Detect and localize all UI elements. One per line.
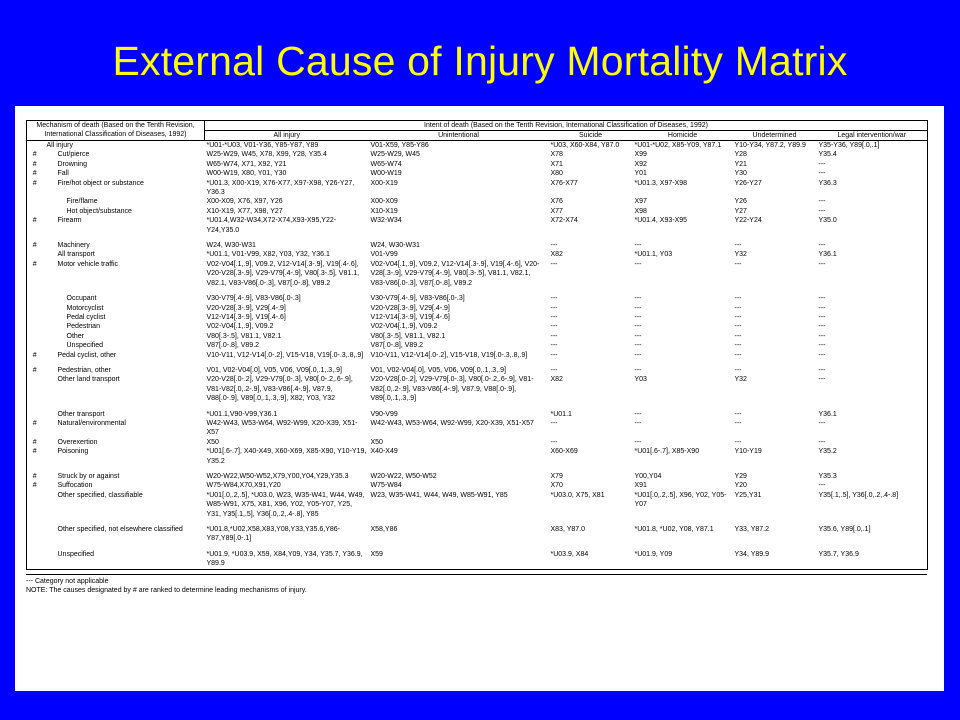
- table-row: [27, 550, 928, 569]
- injury-matrix: [26, 120, 927, 595]
- cell-legal-intervention: Y35[.1,.5], Y36[.0,.2,.4-.8]: [818, 491, 899, 499]
- cell-legal-intervention: ---: [818, 323, 826, 331]
- cell-undetermined: ---: [734, 438, 742, 446]
- cell-legal-intervention: ---: [818, 342, 826, 350]
- cell-legal-intervention: ---: [818, 313, 826, 321]
- cell-undetermined: Y10-Y19: [734, 448, 762, 456]
- cell-all-injury: X00-X09, X76, X97, Y26: [206, 198, 283, 206]
- cell-all-injury: V02-V04[.1,.9], V09.2, V12-V14[.3-.9], V19[.4-.6], V20-V28[.3-.9], V29-V79[.4-.9], V80[.3-.5], V81.1, V82.1, V83-V86[.0-.3], V87[.0-.8], V89.2: [206, 260, 360, 287]
- cell-all-injury: W75-W84,X70,X91,Y20: [206, 482, 281, 490]
- cell-homicide: ---: [634, 419, 642, 427]
- cell-homicide: ---: [634, 438, 642, 446]
- table-row: [27, 438, 928, 447]
- rank-marker: #: [32, 351, 37, 359]
- cell-undetermined: Y20: [734, 482, 747, 490]
- cell-unintentional: W25-W29, W45: [370, 151, 420, 159]
- cell-all-injury: *U01.1,V90-V99,Y36.1: [206, 410, 278, 418]
- cell-suicide: ---: [550, 304, 558, 312]
- cell-suicide: ---: [550, 295, 558, 303]
- cell-homicide: *U01[.6-.7], X85-X90: [634, 448, 700, 456]
- rank-marker: [27, 197, 43, 206]
- table-row: [27, 216, 928, 235]
- cell-all-injury: X10-X19, X77, X98, Y27: [206, 207, 283, 215]
- cell-homicide: *U01.8, *U02, Y08, Y87.1: [634, 526, 714, 534]
- cell-suicide: ---: [550, 313, 558, 321]
- cell-undetermined: Y26-Y27: [734, 179, 762, 187]
- rank-marker: #: [32, 160, 37, 168]
- rank-marker: [27, 491, 43, 519]
- table-row: [27, 410, 928, 419]
- cell-unintentional: V02-V04[.1,.9], V09.2: [370, 323, 438, 331]
- cell-suicide: X82: [550, 251, 563, 259]
- mechanism-label: Suffocation: [57, 482, 93, 490]
- slide-title: External Cause of Injury Mortality Matrix: [112, 38, 848, 84]
- cell-unintentional: W42-W43, W53-W64, W92-W99, X20-X39, X51-X57: [370, 419, 534, 427]
- cell-homicide: ---: [634, 260, 642, 268]
- cell-all-injury: *U01[.6-.7], X40-X49, X60-X69, X85-X90, Y10-Y19, Y35.2: [206, 448, 367, 465]
- cell-unintentional: W20-W22, W50-W52: [370, 473, 437, 480]
- cell-all-injury: V10-V11, V12-V14[.0-.2], V15-V18, V19[.0-.3,.8,.9]: [206, 351, 364, 359]
- cell-unintentional: V01-X59, Y85-Y86: [370, 142, 429, 149]
- cell-unintentional: V10-V11, V12-V14[.0-.2], V15-V18, V19[.0-.3,.8,.9]: [370, 351, 528, 359]
- cell-suicide: X60-X69: [550, 448, 578, 456]
- mechanism-label: Pedal cyclist, other: [57, 351, 117, 359]
- column-header: Undetermined: [733, 131, 817, 141]
- cell-legal-intervention: Y35.6, Y89[.0,.1]: [818, 526, 871, 534]
- cell-legal-intervention: ---: [818, 366, 826, 374]
- cell-unintentional: X58,Y86: [370, 526, 398, 534]
- cell-undetermined: Y25,Y31: [734, 491, 762, 499]
- cell-legal-intervention: Y36.3: [818, 179, 837, 187]
- cell-legal-intervention: ---: [818, 351, 826, 359]
- cell-legal-intervention: ---: [818, 482, 826, 490]
- cell-suicide: ---: [550, 260, 558, 268]
- cell-unintentional: V12-V14[.3-.9], V19[.4-.6]: [370, 313, 450, 321]
- cell-all-injury: V20-V28[.3-.9], V29[.4-.9]: [206, 304, 286, 312]
- cell-legal-intervention: ---: [818, 160, 826, 168]
- mechanism-label: Firearm: [57, 217, 82, 225]
- mechanism-label: Other land transport: [57, 376, 120, 384]
- cell-suicide: ---: [550, 323, 558, 331]
- cell-all-injury: V20-V28[.0-.2], V29-V79[.0-.3], V80[.0-.2,.6-.9], V81-V82[.0,.2-.9], V83-V86[.4-.9], V87.9, V88[.0-.9], V89[.0,.1,.3,.9], X82, Y03, Y32: [206, 376, 353, 403]
- cell-homicide: ---: [634, 351, 642, 359]
- rank-marker: #: [32, 179, 37, 187]
- cell-homicide: ---: [634, 313, 642, 321]
- mechanism-label: Other transport: [57, 410, 105, 418]
- mechanism-label: Other specified, not elsewhere classified: [57, 526, 183, 534]
- cell-all-injury: V02-V04[.1,.9], V09.2: [206, 323, 274, 331]
- table-row: [27, 525, 928, 544]
- table-row: [27, 332, 928, 341]
- cell-suicide: ---: [550, 242, 558, 250]
- mechanism-label: Other: [66, 332, 85, 340]
- cell-legal-intervention: Y36.1: [818, 410, 837, 418]
- cell-homicide: ---: [634, 242, 642, 250]
- cell-homicide: X97: [634, 198, 647, 206]
- cell-unintentional: V20-V28[.3-.9], V29[.4-.9]: [370, 304, 450, 312]
- cell-homicide: ---: [634, 304, 642, 312]
- cell-undetermined: Y32: [734, 376, 747, 384]
- rank-marker: [27, 525, 43, 544]
- mechanism-label: Machinery: [57, 242, 90, 250]
- cell-suicide: ---: [550, 351, 558, 359]
- cell-unintentional: X00-X09: [370, 198, 398, 206]
- mechanism-label: Natural/environmental: [57, 419, 126, 427]
- column-header: Suicide: [549, 131, 633, 141]
- cell-undetermined: ---: [734, 295, 742, 303]
- rank-marker: #: [32, 366, 37, 374]
- cell-suicide: *U03.0, X75, X81: [550, 491, 605, 499]
- cell-homicide: Y03: [634, 376, 647, 384]
- rank-marker: [27, 250, 43, 259]
- rank-marker: [27, 207, 43, 216]
- cell-legal-intervention: Y35.4: [818, 151, 837, 159]
- mechanism-header: Mechanism of death (Based on the Tenth Revision, International Classification of Diseases, 1992): [27, 121, 205, 141]
- cell-all-injury: V80[.3-.5], V81.1, V82.1: [206, 332, 282, 340]
- table-row: [27, 447, 928, 466]
- cell-suicide: X76-X77: [550, 179, 578, 187]
- table-row: [27, 313, 928, 322]
- table-footnotes: [26, 574, 927, 595]
- cell-undetermined: ---: [734, 351, 742, 359]
- cell-suicide: X72-X74: [550, 217, 578, 225]
- cell-all-injury: *U01-*U03, V01-Y36, Y85-Y87, Y89: [206, 142, 319, 149]
- column-header: All injury: [205, 131, 369, 141]
- cell-suicide: ---: [550, 332, 558, 340]
- table-row: [27, 341, 928, 350]
- cell-undetermined: Y32: [734, 251, 747, 259]
- mechanism-label: Other specified, classifiable: [57, 491, 143, 499]
- cell-legal-intervention: ---: [818, 332, 826, 340]
- rank-marker: #: [32, 217, 37, 225]
- cell-unintentional: V01-V99: [370, 251, 398, 259]
- cell-unintentional: V87[.0-.8], V89.2: [370, 342, 424, 350]
- cell-homicide: *U01-*U02, X85-Y09, Y87.1: [634, 142, 722, 149]
- cell-suicide: *U03.9, X84: [550, 550, 589, 558]
- cell-undetermined: ---: [734, 419, 742, 427]
- cell-legal-intervention: Y35.7, Y36.9: [818, 550, 859, 558]
- cell-homicide: X92: [634, 160, 647, 168]
- cell-all-injury: V30-V79[.4-.9], V83-V86[.0-.3]: [206, 295, 301, 303]
- rank-marker: [27, 332, 43, 341]
- cell-unintentional: X50: [370, 438, 383, 446]
- cell-suicide: ---: [550, 419, 558, 427]
- cell-all-injury: X50: [206, 438, 219, 446]
- cell-unintentional: W00-W19: [370, 170, 402, 178]
- table-row: [27, 322, 928, 331]
- table-row: [27, 179, 928, 198]
- table-row: [27, 150, 928, 159]
- cell-homicide: X99: [634, 151, 647, 159]
- rank-marker: #: [32, 260, 37, 268]
- cell-suicide: ---: [550, 342, 558, 350]
- table-row: [27, 207, 928, 216]
- rank-marker: [27, 410, 43, 419]
- rank-marker: #: [32, 242, 37, 250]
- cell-suicide: X71: [550, 160, 563, 168]
- rank-marker: #: [32, 419, 37, 427]
- mechanism-label: Unspecified: [57, 550, 95, 558]
- cell-homicide: *U01[.0,.2,.5], X96, Y02, Y05-Y07: [634, 491, 727, 509]
- cell-homicide: ---: [634, 323, 642, 331]
- rank-marker: [27, 141, 43, 151]
- rank-marker: [27, 341, 43, 350]
- cell-all-injury: W24, W30-W31: [206, 242, 256, 250]
- cell-undetermined: ---: [734, 366, 742, 374]
- cell-all-injury: W42-W43, W53-W64, W92-W99, X20-X39, X51-X57: [206, 419, 358, 437]
- mechanism-label: Fire/flame: [66, 198, 98, 206]
- table-row: [27, 260, 928, 288]
- cell-suicide: ---: [550, 366, 558, 374]
- rank-marker: [27, 375, 43, 403]
- cell-undetermined: Y30: [734, 170, 747, 178]
- cell-homicide: ---: [634, 342, 642, 350]
- cell-undetermined: Y34, Y89.9: [734, 550, 770, 558]
- mechanism-label: Poisoning: [57, 448, 89, 456]
- cell-suicide: X78: [550, 151, 563, 159]
- cell-undetermined: ---: [734, 304, 742, 312]
- table-row: [27, 241, 928, 250]
- cell-legal-intervention: Y35.3: [818, 473, 837, 480]
- rank-marker: #: [32, 151, 37, 159]
- mechanism-label: Pedestrian, other: [57, 366, 111, 374]
- mechanism-label: Motorcyclist: [66, 304, 104, 312]
- cell-homicide: ---: [634, 366, 642, 374]
- table-row: [27, 472, 928, 481]
- cell-undetermined: Y21: [734, 160, 747, 168]
- footnote-na: --- Category not applicable: [26, 577, 109, 585]
- cell-undetermined: ---: [734, 410, 742, 418]
- column-header: Homicide: [633, 131, 733, 141]
- cell-undetermined: Y26: [734, 198, 747, 206]
- cell-legal-intervention: ---: [818, 438, 826, 446]
- cell-homicide: ---: [634, 410, 642, 418]
- cell-unintentional: V01, V02-V04[.0], V05, V06, V09[.0,.1,.3,.9]: [370, 366, 506, 374]
- cell-legal-intervention: ---: [818, 419, 826, 427]
- cell-suicide: *U01.1: [550, 410, 572, 418]
- cell-all-injury: V87[.0-.8], V89.2: [206, 342, 260, 350]
- table-row: [27, 197, 928, 206]
- cell-legal-intervention: ---: [818, 198, 826, 206]
- cell-homicide: *U01.4, X93-X95: [634, 217, 688, 225]
- cell-unintentional: X10-X19: [370, 207, 398, 215]
- cell-suicide: X77: [550, 207, 563, 215]
- cell-all-injury: W25-W29, W45, X78, X99, Y28, Y35.4: [206, 151, 327, 159]
- table-row: [27, 491, 928, 519]
- cell-undetermined: ---: [734, 332, 742, 340]
- cell-all-injury: *U01.1, V01-V99, X82, Y03, Y32, Y36.1: [206, 251, 330, 259]
- rank-marker: #: [32, 170, 37, 178]
- cell-undetermined: Y10-Y34, Y87.2, Y89.9: [734, 142, 806, 149]
- cell-legal-intervention: Y35-Y36, Y89[.0,.1]: [818, 142, 880, 149]
- table-row: [27, 366, 928, 375]
- cell-undetermined: Y22-Y24: [734, 217, 762, 225]
- mechanism-label: Pedal cyclist: [66, 313, 106, 321]
- cell-suicide: X70: [550, 482, 563, 490]
- mechanism-label: Hot object/substance: [66, 207, 132, 215]
- rank-marker: [27, 313, 43, 322]
- table-row: [27, 294, 928, 303]
- mechanism-label: Pedestrian: [66, 323, 100, 331]
- cell-legal-intervention: ---: [818, 260, 826, 268]
- cell-legal-intervention: Y35.2: [818, 448, 837, 456]
- cell-legal-intervention: ---: [818, 295, 826, 303]
- cell-unintentional: X40-X49: [370, 448, 398, 456]
- cell-all-injury: *U01.8,*U02,X58,X83,Y08,Y33,Y35.6,Y86-Y87,Y89[.0-.1]: [206, 526, 340, 543]
- cell-undetermined: Y33, Y87.2: [734, 526, 770, 534]
- rank-marker: #: [32, 473, 37, 480]
- mechanism-label: Struck by or against: [57, 473, 120, 480]
- cell-unintentional: V20-V28[.0-.2], V29-V79[.0-.3], V80[.0-.2,.6-.9], V81-V82[.0,.2-.9], V83-V86[.4-.9], V87.9, V88[.0-.9], V89[.0,.1,.3,.9]: [370, 376, 534, 403]
- cell-all-injury: *U01.9, *U03.9, X59, X84,Y09, Y34, Y35.7, Y36.9, Y89.9: [206, 550, 363, 568]
- cell-all-injury: W20-W22,W50-W52,X79,Y00,Y04,Y29,Y35.3: [206, 473, 349, 480]
- cell-unintentional: V90-V99: [370, 410, 398, 418]
- cell-unintentional: W65-W74: [370, 160, 402, 168]
- cell-homicide: ---: [634, 295, 642, 303]
- cell-legal-intervention: ---: [818, 170, 826, 178]
- cell-unintentional: V30-V79[.4-.9], V83-V86[.0-.3]: [370, 295, 465, 303]
- cell-suicide: ---: [550, 438, 558, 446]
- cell-legal-intervention: ---: [818, 376, 826, 384]
- table-row: [27, 141, 928, 151]
- cell-undetermined: Y27: [734, 207, 747, 215]
- cell-all-injury: *U01.4,W32-W34,X72-X74,X93-X95,Y22-Y24,Y35.0: [206, 217, 337, 234]
- mechanism-label: Motor vehicle traffic: [57, 260, 119, 268]
- cell-legal-intervention: Y36.1: [818, 251, 837, 259]
- cell-suicide: X83, Y87.0: [550, 526, 586, 534]
- mechanism-label: Occupant: [66, 295, 97, 303]
- cell-all-injury: W00-W19, X80, Y01, Y30: [206, 170, 287, 178]
- mechanism-label: All transport: [57, 251, 95, 259]
- cell-unintentional: X59: [370, 550, 383, 558]
- cell-homicide: X91: [634, 482, 647, 490]
- cell-undetermined: Y29: [734, 473, 747, 480]
- cell-unintentional: W32-W34: [370, 217, 402, 225]
- cell-homicide: Y01: [634, 170, 647, 178]
- mechanism-label: All injury: [46, 142, 73, 149]
- rank-marker: [27, 294, 43, 303]
- cell-all-injury: V01, V02-V04[.0], V05, V06, V09[.0,.1,.3,.9]: [206, 366, 342, 374]
- cell-homicide: ---: [634, 332, 642, 340]
- table-row: [27, 375, 928, 403]
- cell-suicide: X79: [550, 473, 563, 480]
- cell-homicide: Y00,Y04: [634, 473, 662, 480]
- mechanism-label: Fall: [57, 170, 69, 178]
- cell-unintentional: V02-V04[.1,.9], V09.2, V12-V14[.3-.9], V19[.4-.6], V20-V28[.3-.9], V29-V79[.4-.9], V80[.3-.5], V81.1, V82.1, V83-V86[.0-.3], V87[.0-.8], V89.2: [370, 260, 540, 287]
- rank-marker: [27, 550, 43, 569]
- mechanism-label: Unspecified: [66, 342, 104, 350]
- cell-undetermined: ---: [734, 323, 742, 331]
- cell-legal-intervention: ---: [818, 304, 826, 312]
- cell-all-injury: V12-V14[.3-.9], V19[.4-.6]: [206, 313, 286, 321]
- table-row: [27, 351, 928, 360]
- cell-homicide: *U01.1, Y03: [634, 251, 673, 259]
- cell-suicide: X82: [550, 376, 563, 384]
- cell-legal-intervention: ---: [818, 207, 826, 215]
- cell-undetermined: ---: [734, 242, 742, 250]
- rank-marker: #: [32, 438, 37, 446]
- table-row: [27, 481, 928, 490]
- cell-unintentional: W24, W30-W31: [370, 242, 420, 250]
- cell-suicide: *U03, X60-X84, Y87.0: [550, 142, 620, 149]
- mechanism-label: Cut/pierce: [57, 151, 90, 159]
- cell-all-injury: *U01.3, X00-X19, X76-X77, X97-X98, Y26-Y27, Y36.3: [206, 179, 355, 197]
- cell-undetermined: ---: [734, 342, 742, 350]
- mechanism-label: Overexertion: [57, 438, 98, 446]
- cell-unintentional: W23, W35-W41, W44, W49, W85-W91, Y85: [370, 491, 508, 499]
- mechanism-label: Fire/hot object or substance: [57, 179, 144, 187]
- cell-undetermined: ---: [734, 260, 742, 268]
- cell-all-injury: *U01[.0,.2,.5], *U03.0, W23, W35-W41, W44, W49, W85-W91, X75, X81, X96, Y02, Y05-Y07, Y25, Y31, Y35[.1,.5], Y36[.0,.2,.4-.8], Y85: [206, 491, 365, 518]
- table-row: [27, 250, 928, 259]
- cell-homicide: *U01.3, X97-X98: [634, 179, 688, 187]
- footnote-ranking: NOTE: The causes designated by # are ranked to determine leading mechanisms of injury.: [26, 586, 307, 594]
- table-row: [27, 419, 928, 438]
- rank-marker: [27, 322, 43, 331]
- column-header: Legal intervention/war: [817, 131, 928, 141]
- cell-homicide: X98: [634, 207, 647, 215]
- cell-legal-intervention: ---: [818, 242, 826, 250]
- cell-legal-intervention: Y35.0: [818, 217, 837, 225]
- matrix-table: [26, 120, 928, 570]
- cell-unintentional: V80[.3-.5], V81.1, V82.1: [370, 332, 446, 340]
- intent-header: Intent of death (Based on the Tenth Revision, International Classification of Diseases, 1992): [205, 121, 928, 131]
- cell-all-injury: W65-W74, X71, X92, Y21: [206, 160, 287, 168]
- table-row: [27, 160, 928, 169]
- cell-suicide: X80: [550, 170, 563, 178]
- cell-homicide: *U01.9, Y09: [634, 550, 673, 558]
- rank-marker: #: [32, 448, 37, 456]
- cell-unintentional: W75-W84: [370, 482, 402, 490]
- rank-marker: [27, 304, 43, 313]
- cell-undetermined: Y28: [734, 151, 747, 159]
- document-page: [15, 106, 944, 691]
- rank-marker: #: [32, 482, 37, 490]
- column-header: Unintentional: [369, 131, 549, 141]
- cell-undetermined: ---: [734, 313, 742, 321]
- cell-unintentional: X00-X19: [370, 179, 398, 187]
- cell-suicide: X76: [550, 198, 563, 206]
- mechanism-label: Drowning: [57, 160, 88, 168]
- table-row: [27, 304, 928, 313]
- table-row: [27, 169, 928, 178]
